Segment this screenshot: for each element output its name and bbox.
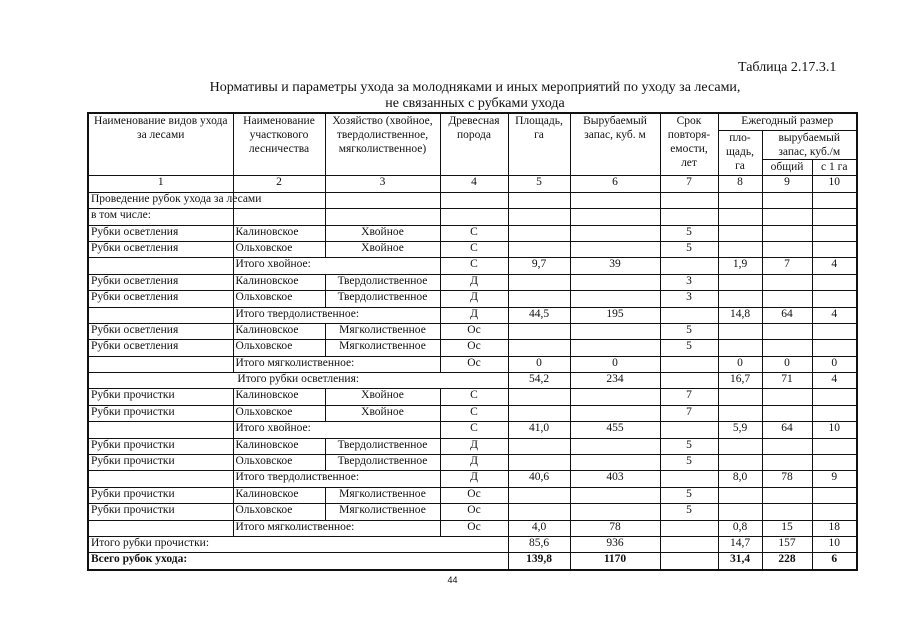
header-vyrub: вырубаемый запас, куб./м xyxy=(762,131,857,160)
empty-cell xyxy=(762,209,812,225)
annual-area-cell xyxy=(718,340,762,356)
group-total-row xyxy=(88,356,857,372)
area-cell xyxy=(508,291,570,307)
column-number: 10 xyxy=(812,176,857,192)
annual-per-ha-cell: 4 xyxy=(812,307,857,323)
economy-cell: Твердолиственное xyxy=(325,455,440,471)
empty-cell xyxy=(718,192,762,208)
annual-area-cell: 8,0 xyxy=(718,471,762,487)
type-cell: Рубки прочистки xyxy=(88,405,233,421)
table-title: Нормативы и параметры ухода за молодняками и иных мероприятий по уходу за лесами, xyxy=(209,80,741,95)
annual-total-cell xyxy=(762,389,812,405)
column-number-row xyxy=(88,176,857,192)
period-cell: 5 xyxy=(660,323,718,339)
type-cell xyxy=(88,356,233,372)
area-cell: 44,5 xyxy=(508,307,570,323)
group-total-row xyxy=(88,307,857,323)
period-cell: 5 xyxy=(660,504,718,520)
page-number: 44 xyxy=(447,575,458,585)
annual-total-cell xyxy=(762,405,812,421)
table-row xyxy=(88,241,857,257)
annual-area-cell xyxy=(718,455,762,471)
type-cell: Рубки осветления xyxy=(88,225,233,241)
forestry-cell: Калиновское xyxy=(233,274,325,290)
annual-total-cell xyxy=(762,487,812,503)
empty-cell xyxy=(570,192,660,208)
table-row xyxy=(88,389,857,405)
volume-cell xyxy=(570,291,660,307)
period-cell xyxy=(660,373,718,389)
annual-per-ha-cell: 4 xyxy=(812,258,857,274)
period-cell xyxy=(660,536,718,552)
area-cell: 139,8 xyxy=(508,553,570,570)
period-cell xyxy=(660,553,718,570)
grand-total-row xyxy=(88,553,857,570)
empty-cell xyxy=(812,209,857,225)
type-cell xyxy=(88,471,233,487)
species-cell: Ос xyxy=(440,323,508,339)
period-cell: 5 xyxy=(660,455,718,471)
group-total-row xyxy=(88,471,857,487)
annual-per-ha-cell xyxy=(812,438,857,454)
annual-per-ha-cell xyxy=(812,323,857,339)
area-cell xyxy=(508,340,570,356)
table-row xyxy=(88,455,857,471)
annual-area-cell xyxy=(718,487,762,503)
annual-area-cell xyxy=(718,323,762,339)
group-total-label: Итого хвойное: xyxy=(233,422,440,438)
volume-cell: 195 xyxy=(570,307,660,323)
period-cell xyxy=(660,422,718,438)
annual-area-cell: 16,7 xyxy=(718,373,762,389)
period-cell: 7 xyxy=(660,405,718,421)
volume-cell xyxy=(570,389,660,405)
type-cell: Рубки осветления xyxy=(88,241,233,257)
annual-total-cell xyxy=(762,455,812,471)
annual-total-cell: 78 xyxy=(762,471,812,487)
column-number: 5 xyxy=(508,176,570,192)
column-number: 1 xyxy=(88,176,233,192)
volume-cell xyxy=(570,504,660,520)
annual-total-cell: 64 xyxy=(762,422,812,438)
economy-cell: Твердолиственное xyxy=(325,438,440,454)
area-cell: 85,6 xyxy=(508,536,570,552)
annual-total-cell xyxy=(762,340,812,356)
economy-cell: Хвойное xyxy=(325,225,440,241)
species-cell: Ос xyxy=(440,520,508,536)
forestry-cell: Ольховское xyxy=(233,405,325,421)
empty-cell xyxy=(812,192,857,208)
section-title: Проведение рубок ухода за лесами xyxy=(88,192,233,208)
area-cell: 54,2 xyxy=(508,373,570,389)
volume-cell: 234 xyxy=(570,373,660,389)
type-cell: Рубки осветления xyxy=(88,274,233,290)
volume-cell xyxy=(570,455,660,471)
volume-cell: 1170 xyxy=(570,553,660,570)
annual-per-ha-cell xyxy=(812,225,857,241)
period-cell: 5 xyxy=(660,340,718,356)
group-total-label: Итого мягколиственное: xyxy=(233,520,440,536)
group-total-row xyxy=(88,520,857,536)
annual-area-cell: 31,4 xyxy=(718,553,762,570)
type-cell: Рубки осветления xyxy=(88,291,233,307)
economy-cell: Твердолиственное xyxy=(325,291,440,307)
species-cell: Д xyxy=(440,291,508,307)
annual-per-ha-cell: 4 xyxy=(812,373,857,389)
annual-total-cell xyxy=(762,504,812,520)
annual-total-cell xyxy=(762,438,812,454)
annual-total-cell: 15 xyxy=(762,520,812,536)
area-cell xyxy=(508,438,570,454)
annual-total-cell: 0 xyxy=(762,356,812,372)
area-cell: 0 xyxy=(508,356,570,372)
table-subtitle: не связанных с рубками ухода xyxy=(385,96,565,111)
type-cell: Рубки осветления xyxy=(88,323,233,339)
empty-cell xyxy=(660,209,718,225)
annual-total-cell xyxy=(762,274,812,290)
table-row xyxy=(88,291,857,307)
table-row xyxy=(88,405,857,421)
annual-area-cell: 14,8 xyxy=(718,307,762,323)
species-cell: С xyxy=(440,225,508,241)
empty-cell xyxy=(570,209,660,225)
type-cell: Рубки прочистки xyxy=(88,455,233,471)
annual-per-ha-cell xyxy=(812,274,857,290)
header-col2: Наименование участкового лесничества xyxy=(233,113,325,176)
forestry-cell: Калиновское xyxy=(233,323,325,339)
column-number: 4 xyxy=(440,176,508,192)
header-col4: Древесная порода xyxy=(440,113,508,176)
economy-cell: Хвойное xyxy=(325,241,440,257)
species-cell: Д xyxy=(440,307,508,323)
annual-per-ha-cell xyxy=(812,340,857,356)
annual-area-cell xyxy=(718,291,762,307)
empty-cell xyxy=(325,209,440,225)
annual-per-ha-cell xyxy=(812,389,857,405)
empty-cell xyxy=(233,209,325,225)
annual-total-cell xyxy=(762,241,812,257)
period-cell: 5 xyxy=(660,225,718,241)
group-total-label: Итого твердолиственное: xyxy=(233,307,440,323)
type-cell: Рубки прочистки xyxy=(88,504,233,520)
subtotal-label: Итого рубки осветления: xyxy=(88,373,508,389)
empty-cell xyxy=(440,209,508,225)
volume-cell xyxy=(570,225,660,241)
area-cell xyxy=(508,389,570,405)
annual-area-cell xyxy=(718,274,762,290)
period-cell xyxy=(660,471,718,487)
type-cell xyxy=(88,307,233,323)
empty-cell xyxy=(508,192,570,208)
type-cell xyxy=(88,520,233,536)
area-cell xyxy=(508,323,570,339)
economy-cell: Мягколиственное xyxy=(325,504,440,520)
forestry-cell: Калиновское xyxy=(233,225,325,241)
species-cell: Д xyxy=(440,274,508,290)
subtotal-row xyxy=(88,373,857,389)
section-row xyxy=(88,192,857,208)
header-col6: Вырубаемый запас, куб. м xyxy=(570,113,660,176)
annual-area-cell xyxy=(718,438,762,454)
annual-per-ha-cell: 9 xyxy=(812,471,857,487)
annual-area-cell xyxy=(718,241,762,257)
annual-per-ha-cell: 18 xyxy=(812,520,857,536)
annual-total-cell: 64 xyxy=(762,307,812,323)
annual-total-cell xyxy=(762,323,812,339)
annual-per-ha-cell xyxy=(812,405,857,421)
forestry-cell: Ольховское xyxy=(233,241,325,257)
volume-cell: 455 xyxy=(570,422,660,438)
volume-cell xyxy=(570,405,660,421)
annual-per-ha-cell: 10 xyxy=(812,422,857,438)
species-cell: Ос xyxy=(440,504,508,520)
annual-per-ha-cell xyxy=(812,487,857,503)
group-total-label: Итого мягколиственное: xyxy=(233,356,440,372)
table-row xyxy=(88,323,857,339)
column-number: 3 xyxy=(325,176,440,192)
annual-per-ha-cell: 10 xyxy=(812,536,857,552)
period-cell: 7 xyxy=(660,389,718,405)
annual-per-ha-cell: 6 xyxy=(812,553,857,570)
header-col9: общий xyxy=(762,160,812,176)
period-cell xyxy=(660,356,718,372)
species-cell: Д xyxy=(440,455,508,471)
incl-label: в том числе: xyxy=(88,209,233,225)
group-total-row xyxy=(88,422,857,438)
header-col5: Площадь, га xyxy=(508,113,570,176)
annual-area-cell: 5,9 xyxy=(718,422,762,438)
volume-cell xyxy=(570,487,660,503)
column-number: 6 xyxy=(570,176,660,192)
volume-cell: 78 xyxy=(570,520,660,536)
area-cell: 4,0 xyxy=(508,520,570,536)
empty-cell xyxy=(762,192,812,208)
annual-area-cell: 0 xyxy=(718,356,762,372)
header-col10: с 1 га xyxy=(812,160,857,176)
annual-per-ha-cell: 0 xyxy=(812,356,857,372)
volume-cell: 39 xyxy=(570,258,660,274)
volume-cell: 936 xyxy=(570,536,660,552)
volume-cell: 403 xyxy=(570,471,660,487)
species-cell: С xyxy=(440,241,508,257)
group-total-label: Итого хвойное: xyxy=(233,258,440,274)
header-col3: Хозяйство (хвойное, твердолиственное, мягколиственное) xyxy=(325,113,440,176)
annual-area-cell xyxy=(718,225,762,241)
volume-cell xyxy=(570,340,660,356)
empty-cell xyxy=(440,192,508,208)
period-cell xyxy=(660,258,718,274)
annual-per-ha-cell xyxy=(812,241,857,257)
volume-cell xyxy=(570,241,660,257)
empty-cell xyxy=(660,192,718,208)
column-number: 7 xyxy=(660,176,718,192)
species-cell: Д xyxy=(440,471,508,487)
annual-area-cell: 1,9 xyxy=(718,258,762,274)
column-number: 9 xyxy=(762,176,812,192)
type-cell: Рубки прочистки xyxy=(88,438,233,454)
period-cell: 5 xyxy=(660,487,718,503)
table-row xyxy=(88,340,857,356)
species-cell: Ос xyxy=(440,356,508,372)
empty-cell xyxy=(325,192,440,208)
empty-cell xyxy=(718,209,762,225)
area-cell: 9,7 xyxy=(508,258,570,274)
type-cell xyxy=(88,258,233,274)
annual-total-cell: 228 xyxy=(762,553,812,570)
volume-cell: 0 xyxy=(570,356,660,372)
empty-cell xyxy=(508,209,570,225)
type-cell: Рубки осветления xyxy=(88,340,233,356)
forestry-cell: Ольховское xyxy=(233,291,325,307)
table-row xyxy=(88,438,857,454)
annual-total-cell: 7 xyxy=(762,258,812,274)
area-cell xyxy=(508,504,570,520)
annual-per-ha-cell xyxy=(812,455,857,471)
forest-care-table xyxy=(87,112,858,571)
header-col7: Срок повторя-емости, лет xyxy=(660,113,718,176)
prochistki-total-row xyxy=(88,536,857,552)
type-cell: Рубки прочистки xyxy=(88,389,233,405)
volume-cell xyxy=(570,323,660,339)
area-cell xyxy=(508,405,570,421)
table-number: Таблица 2.17.3.1 xyxy=(738,60,837,75)
species-cell: С xyxy=(440,405,508,421)
forestry-cell: Ольховское xyxy=(233,504,325,520)
table-row xyxy=(88,504,857,520)
forestry-cell: Калиновское xyxy=(233,389,325,405)
economy-cell: Хвойное xyxy=(325,405,440,421)
species-cell: С xyxy=(440,389,508,405)
economy-cell: Мягколиственное xyxy=(325,487,440,503)
species-cell: Д xyxy=(440,438,508,454)
incl-row xyxy=(88,209,857,225)
annual-per-ha-cell xyxy=(812,291,857,307)
annual-area-cell: 0,8 xyxy=(718,520,762,536)
economy-cell: Мягколиственное xyxy=(325,340,440,356)
period-cell: 5 xyxy=(660,438,718,454)
area-cell xyxy=(508,455,570,471)
species-cell: Ос xyxy=(440,340,508,356)
area-cell xyxy=(508,241,570,257)
header-col8: пло-щадь, га xyxy=(718,131,762,176)
header-row xyxy=(88,113,857,131)
forestry-cell: Ольховское xyxy=(233,340,325,356)
annual-total-cell xyxy=(762,291,812,307)
column-number: 8 xyxy=(718,176,762,192)
area-cell xyxy=(508,225,570,241)
annual-total-cell: 71 xyxy=(762,373,812,389)
period-cell: 5 xyxy=(660,241,718,257)
forestry-cell: Ольховское xyxy=(233,455,325,471)
annual-area-cell xyxy=(718,504,762,520)
volume-cell xyxy=(570,438,660,454)
group-total-label: Итого твердолиственное: xyxy=(233,471,440,487)
volume-cell xyxy=(570,274,660,290)
type-cell xyxy=(88,422,233,438)
forestry-cell: Калиновское xyxy=(233,487,325,503)
area-cell: 41,0 xyxy=(508,422,570,438)
header-annual: Ежегодный размер xyxy=(718,113,857,131)
grand-total-row-label: Всего рубок ухода: xyxy=(88,553,508,570)
period-cell: 3 xyxy=(660,274,718,290)
table-row xyxy=(88,274,857,290)
column-number: 2 xyxy=(233,176,325,192)
annual-area-cell xyxy=(718,389,762,405)
annual-area-cell: 14,7 xyxy=(718,536,762,552)
group-total-row xyxy=(88,258,857,274)
table-row xyxy=(88,225,857,241)
period-cell xyxy=(660,307,718,323)
annual-total-cell xyxy=(762,225,812,241)
area-cell: 40,6 xyxy=(508,471,570,487)
annual-total-cell: 157 xyxy=(762,536,812,552)
species-cell: С xyxy=(440,422,508,438)
annual-per-ha-cell xyxy=(812,504,857,520)
period-cell: 3 xyxy=(660,291,718,307)
annual-area-cell xyxy=(718,405,762,421)
area-cell xyxy=(508,274,570,290)
forestry-cell: Калиновское xyxy=(233,438,325,454)
species-cell: С xyxy=(440,258,508,274)
area-cell xyxy=(508,487,570,503)
prochistki-total-row-label: Итого рубки прочистки: xyxy=(88,536,508,552)
economy-cell: Твердолиственное xyxy=(325,274,440,290)
species-cell: Ос xyxy=(440,487,508,503)
header-col1: Наименование видов ухода за лесами xyxy=(88,113,233,176)
type-cell: Рубки прочистки xyxy=(88,487,233,503)
economy-cell: Хвойное xyxy=(325,389,440,405)
economy-cell: Мягколиственное xyxy=(325,323,440,339)
table-row xyxy=(88,487,857,503)
period-cell xyxy=(660,520,718,536)
